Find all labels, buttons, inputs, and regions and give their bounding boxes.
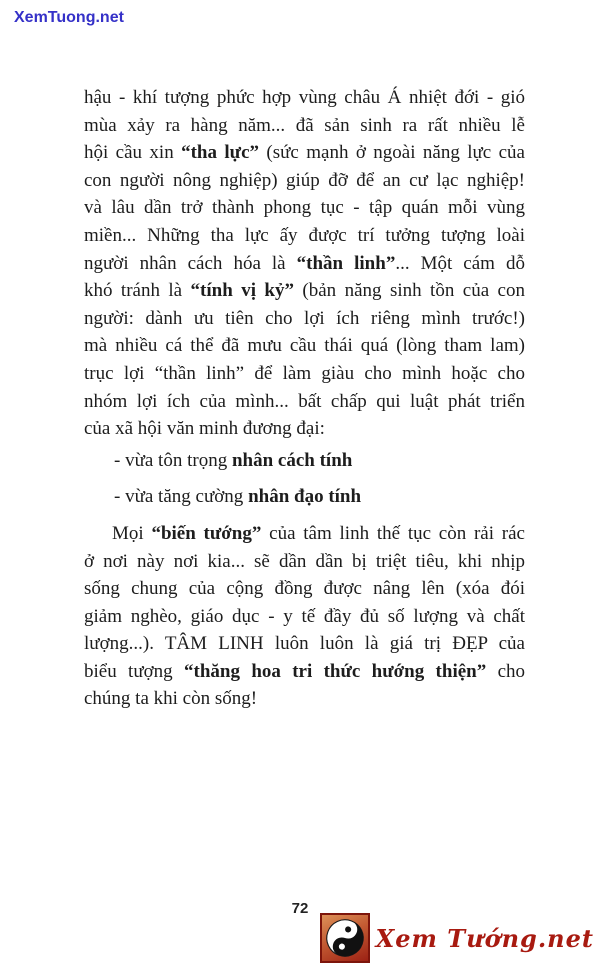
text-line: khó tránh là “tính vị kỷ” (bản năng sinh tồn của con — [84, 280, 525, 302]
text-line: con người nông nghiệp) giúp đỡ để an cư lạc nghiệp! — [84, 169, 525, 191]
yin-yang-icon — [320, 913, 370, 963]
list-item — [84, 447, 525, 475]
text-line: sống chung của cộng đồng được nâng lên (xóa đói — [84, 578, 525, 600]
page-number: 72 — [291, 900, 309, 917]
text-line: biểu tượng “thăng hoa tri thức hướng thiện” cho — [84, 660, 526, 682]
paragraph — [84, 84, 525, 443]
site-logo[interactable] — [320, 913, 594, 963]
paragraph — [84, 520, 525, 713]
text-line: ở nơi này nơi kia... sẽ dần dần bị triệt tiêu, khi nhịp — [84, 550, 525, 572]
text-line: chúng ta khi còn sống! — [84, 688, 258, 710]
page-text — [84, 84, 525, 717]
text-line: hậu - khí tượng phức hợp vùng châu Á nhiệt đới - gió — [84, 87, 525, 108]
text-line: giảm nghèo, giáo dục - y tế đầy đủ số lượng và chất — [84, 605, 525, 627]
text-line: người: dành ưu tiên cho lợi ích riêng mình trước!) — [84, 307, 525, 329]
text-line: hội cầu xin “tha lực” (sức mạnh ở ngoài năng lực của — [84, 142, 525, 164]
text-line: trục lợi “thần linh” để làm giàu cho mình hoặc cho — [84, 362, 525, 384]
text-line: miền... Những tha lực ấy được trí tưởng tượng loài — [84, 224, 525, 246]
text-line: - vừa tôn trọng nhân cách tính — [114, 449, 353, 471]
text-line: lượng...). TÂM LINH luôn luôn là giá trị ĐẸP của — [84, 633, 525, 655]
logo-text: Xem Tướng.net — [375, 923, 594, 953]
text-line: nhóm lợi ích của mình... bất chấp qui luật phát triển — [84, 390, 525, 412]
text-line: của xã hội văn minh đương đại: — [84, 418, 325, 440]
text-line: - vừa tăng cường nhân đạo tính — [114, 486, 362, 508]
text-line: người nhân cách hóa là “thần linh”... Một cám dỗ — [84, 252, 525, 274]
text-line: Mọi “biến tướng” của tâm linh thế tục còn rải rác — [112, 522, 525, 544]
text-line: mùa xảy ra hàng năm... đã sản sinh ra rất nhiều lễ — [84, 114, 525, 136]
text-line: mà nhiều cá thể đã mưu cầu thái quá (lòng tham lam) — [84, 335, 525, 357]
text-line: và lâu dần trở thành phong tục - tập quán mỗi vùng — [84, 197, 525, 219]
list-item — [84, 483, 525, 511]
site-link[interactable]: XemTuong.net — [14, 9, 124, 26]
